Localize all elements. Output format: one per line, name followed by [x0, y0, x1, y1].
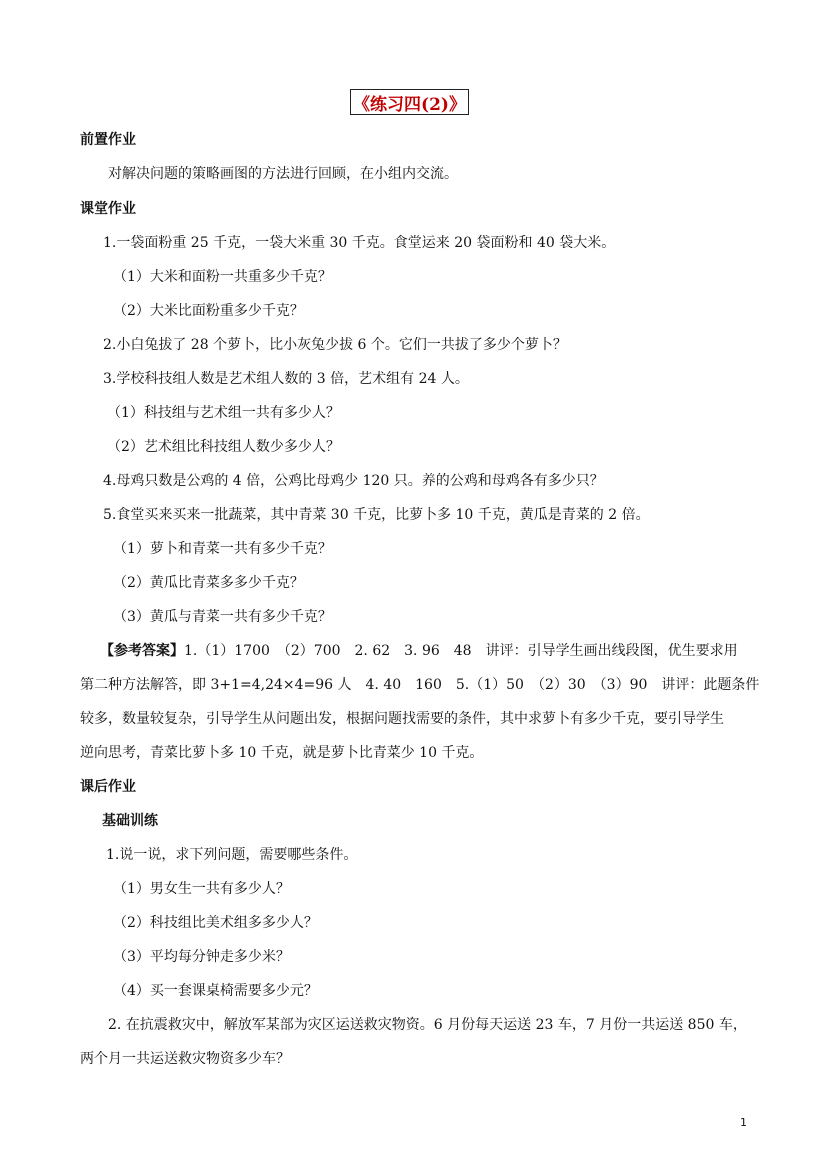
- homework-line: （2）科技组比美术组多多少人？: [113, 915, 318, 931]
- answer-text: 1.（1）1700 （2）700 2. 62 3. 96 48 讲评：引导学生画出线段图，优生要求用: [184, 643, 738, 659]
- answer-line: 逆向思考，青菜比萝卜多 10 千克，就是萝卜比青菜少 10 千克。: [80, 745, 484, 761]
- question-line: （2）黄瓜比青菜多多少千克？: [113, 575, 304, 591]
- page-title: 《练习四(2)》: [350, 89, 469, 115]
- answer-line: [100, 642, 738, 660]
- question-line: （2）大米比面粉重多少千克？: [113, 303, 304, 319]
- question-line: 1.一袋面粉重 25 千克，一袋大米重 30 千克。食堂运来 20 袋面粉和 40 袋大米。: [103, 235, 616, 251]
- question-line: 3.学校科技组人数是艺术组人数的 3 倍，艺术组有 24 人。: [103, 371, 469, 387]
- homework-heading: 课后作业: [80, 779, 136, 795]
- classwork-heading: 课堂作业: [80, 201, 136, 217]
- question-line: 4.母鸡只数是公鸡的 4 倍，公鸡比母鸡少 120 只。养的公鸡和母鸡各有多少只？: [103, 473, 604, 489]
- answer-line: 较多，数量较复杂，引导学生从问题出发，根据问题找需要的条件，其中求萝卜有多少千克，要引导学生: [80, 711, 724, 727]
- question-line: （1）科技组与艺术组一共有多少人？: [107, 405, 340, 421]
- homework-line: 两个月一共运送救灾物资多少车？: [80, 1051, 290, 1067]
- question-line: （3）黄瓜与青菜一共有多少千克？: [113, 609, 332, 625]
- question-line: （2）艺术组比科技组人数少多少人？: [107, 439, 340, 455]
- preview-heading: 前置作业: [80, 132, 136, 148]
- question-line: 2.小白兔拔了 28 个萝卜，比小灰兔少拔 6 个。它们一共拔了多少个萝卜？: [103, 337, 567, 353]
- homework-line: （4）买一套课桌椅需要多少元？: [113, 983, 318, 999]
- answer-label: 【参考答案】: [100, 643, 184, 659]
- question-line: 5.食堂买来买来一批蔬菜，其中青菜 30 千克，比萝卜多 10 千克，黄瓜是青菜的 2 倍。: [103, 507, 650, 523]
- answer-line: 第二种方法解答，即 3+1=4,24×4=96 人 4. 40 160 5.（1）50 （2）30 （3）90 讲评：此题条件: [80, 677, 760, 693]
- preview-text: 对解决问题的策略画图的方法进行回顾，在小组内交流。: [108, 166, 458, 182]
- question-line: （1）萝卜和青菜一共有多少千克？: [113, 541, 332, 557]
- page-number: 1: [740, 1116, 747, 1129]
- homework-line: 1.说一说，求下列问题，需要哪些条件。: [106, 847, 358, 863]
- homework-line: （3）平均每分钟走多少米？: [113, 949, 290, 965]
- homework-line: （1）男女生一共有多少人？: [113, 881, 290, 897]
- homework-subheading: 基础训练: [102, 813, 158, 829]
- homework-line: 2. 在抗震救灾中，解放军某部为灾区运送救灾物资。6 月份每天运送 23 车，7 月份一共运送 850 车，: [108, 1017, 747, 1033]
- question-line: （1）大米和面粉一共重多少千克？: [113, 269, 332, 285]
